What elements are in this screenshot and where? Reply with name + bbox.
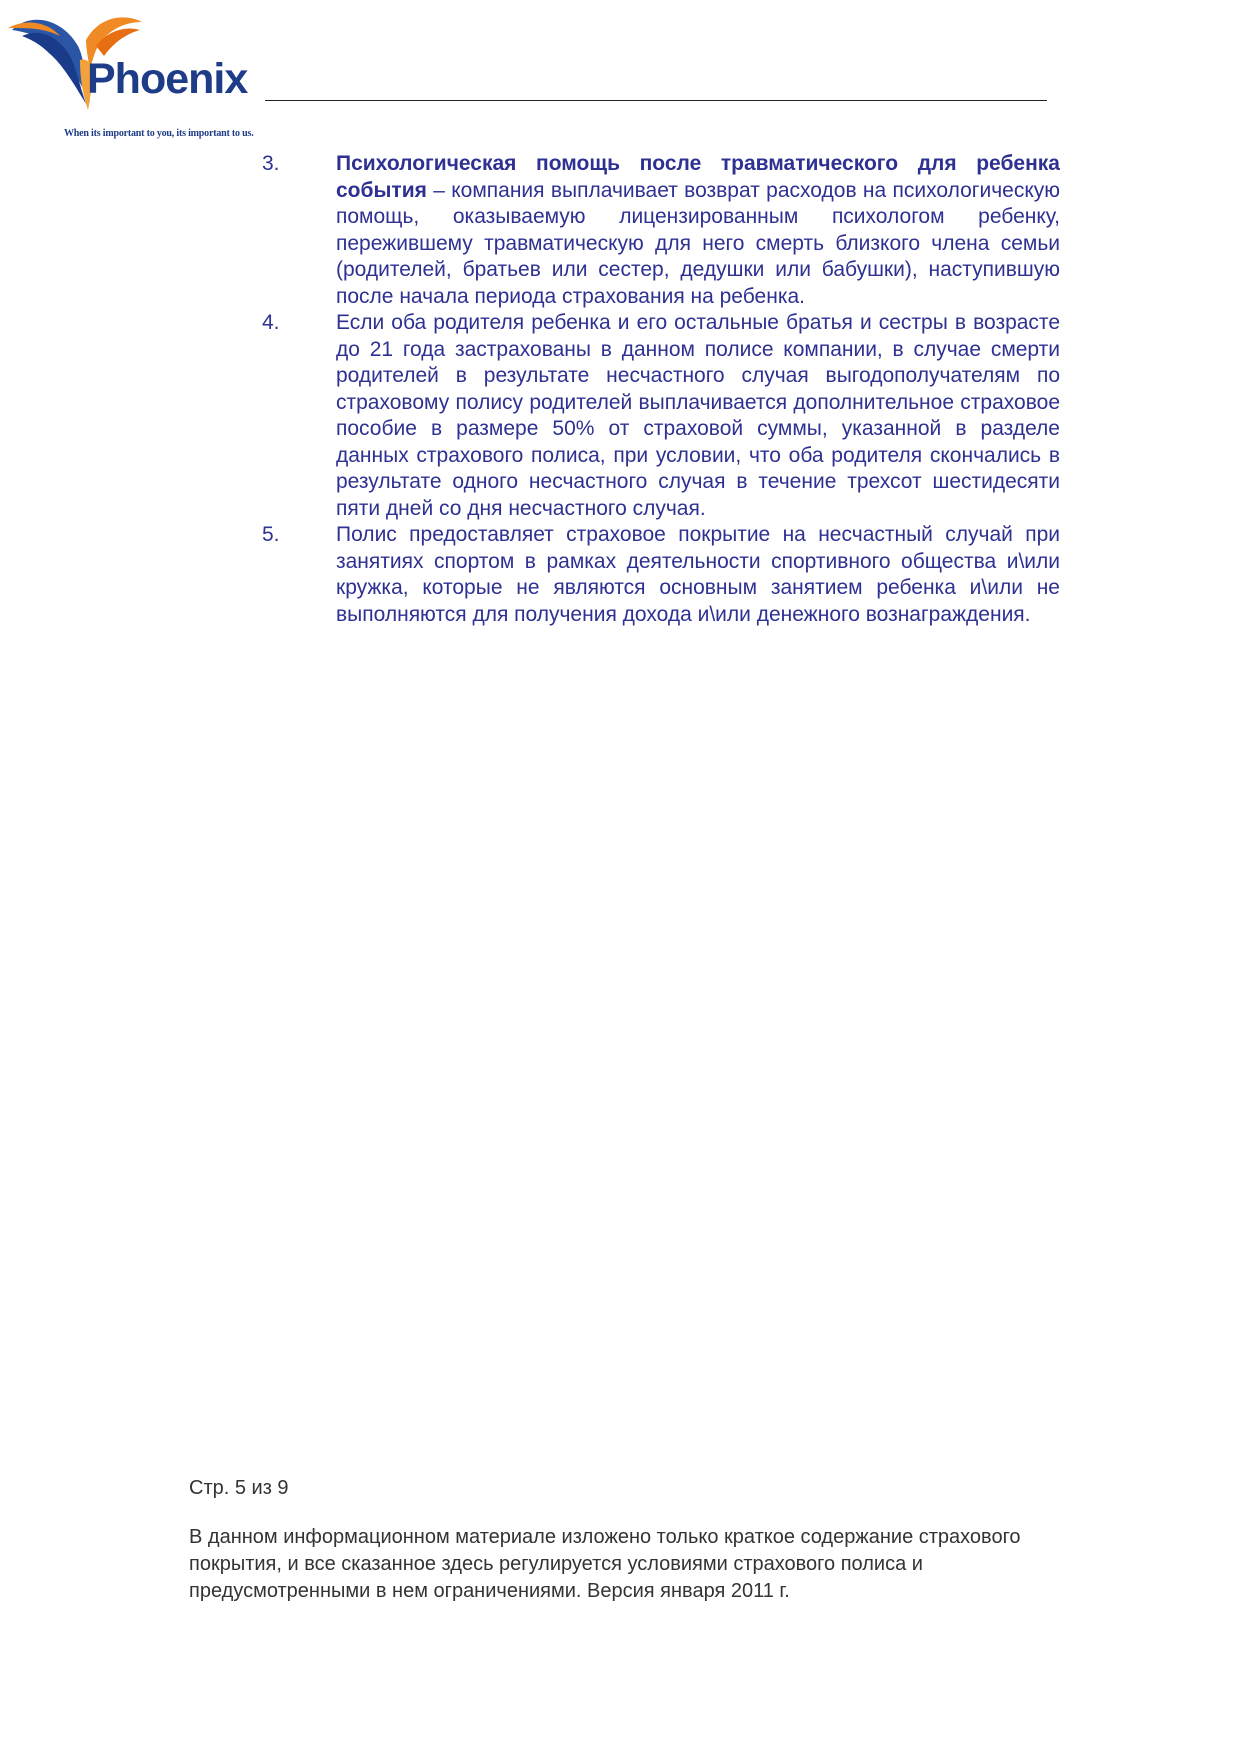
phoenix-logo bbox=[0, 0, 268, 145]
disclaimer-text: В данном информационном материале изложено только краткое содержание страхового покрытия, и все сказанное здесь регулируется условиями страхового полиса и предусмотренными в нем ограничениями. Версия января 2011 г. bbox=[189, 1526, 1021, 1602]
list-item-body bbox=[336, 151, 1060, 310]
numbered-list bbox=[262, 151, 1062, 628]
list-item-number: 4. bbox=[262, 311, 280, 334]
list-item-bold-heading: Психологическая помощь после травматического для ребенка события bbox=[336, 152, 1060, 202]
list-item-text: Полис предоставляет страховое покрытие на несчастный случай при занятиях спортом в рамках деятельности спортивного общества и\или кружка, которые не являются основным занятием ребенка и\или не выполняются для получения дохода и\или денежного вознаграждения. bbox=[336, 523, 1060, 626]
list-item bbox=[262, 151, 1062, 310]
list-item-body bbox=[336, 522, 1060, 628]
list-item bbox=[262, 522, 1062, 628]
list-item-number: 5. bbox=[262, 523, 280, 546]
list-item-number: 3. bbox=[262, 152, 280, 175]
logo-wordmark: Phoenix bbox=[87, 55, 248, 103]
list-item-text: – компания выплачивает возврат расходов на психологическую помощь, оказываемую лицензированным психологом ребенку, пережившему травматическую для него смерть близкого члена семьи (родителей, братьев или сестер, дедушки или бабушки), наступившую после начала периода страхования на ребенка. bbox=[336, 178, 1060, 308]
list-item-text: Если оба родителя ребенка и его остальные братья и сестры в возрасте до 21 года застрахованы в данном полисе компании, в случае смерти родителей в результате несчастного случая выгодополучателям по страховому полису родителей выплачивается дополнительное страховое пособие в размере 50% от страховой суммы, указанной в разделе данных страхового полиса, при условии, что оба родителя скончались в результате одного несчастного случая в течение трехсот шестидесяти пяти дней со дня несчастного случая. bbox=[336, 311, 1060, 520]
header-rule bbox=[265, 100, 1047, 101]
list-item bbox=[262, 310, 1062, 522]
page-number: Стр. 5 из 9 bbox=[189, 1477, 289, 1499]
page-header bbox=[0, 0, 1239, 145]
page-footer bbox=[189, 1475, 1069, 1605]
list-item-body bbox=[336, 310, 1060, 522]
logo-tagline: When its important to you, its important to us. bbox=[64, 128, 254, 139]
